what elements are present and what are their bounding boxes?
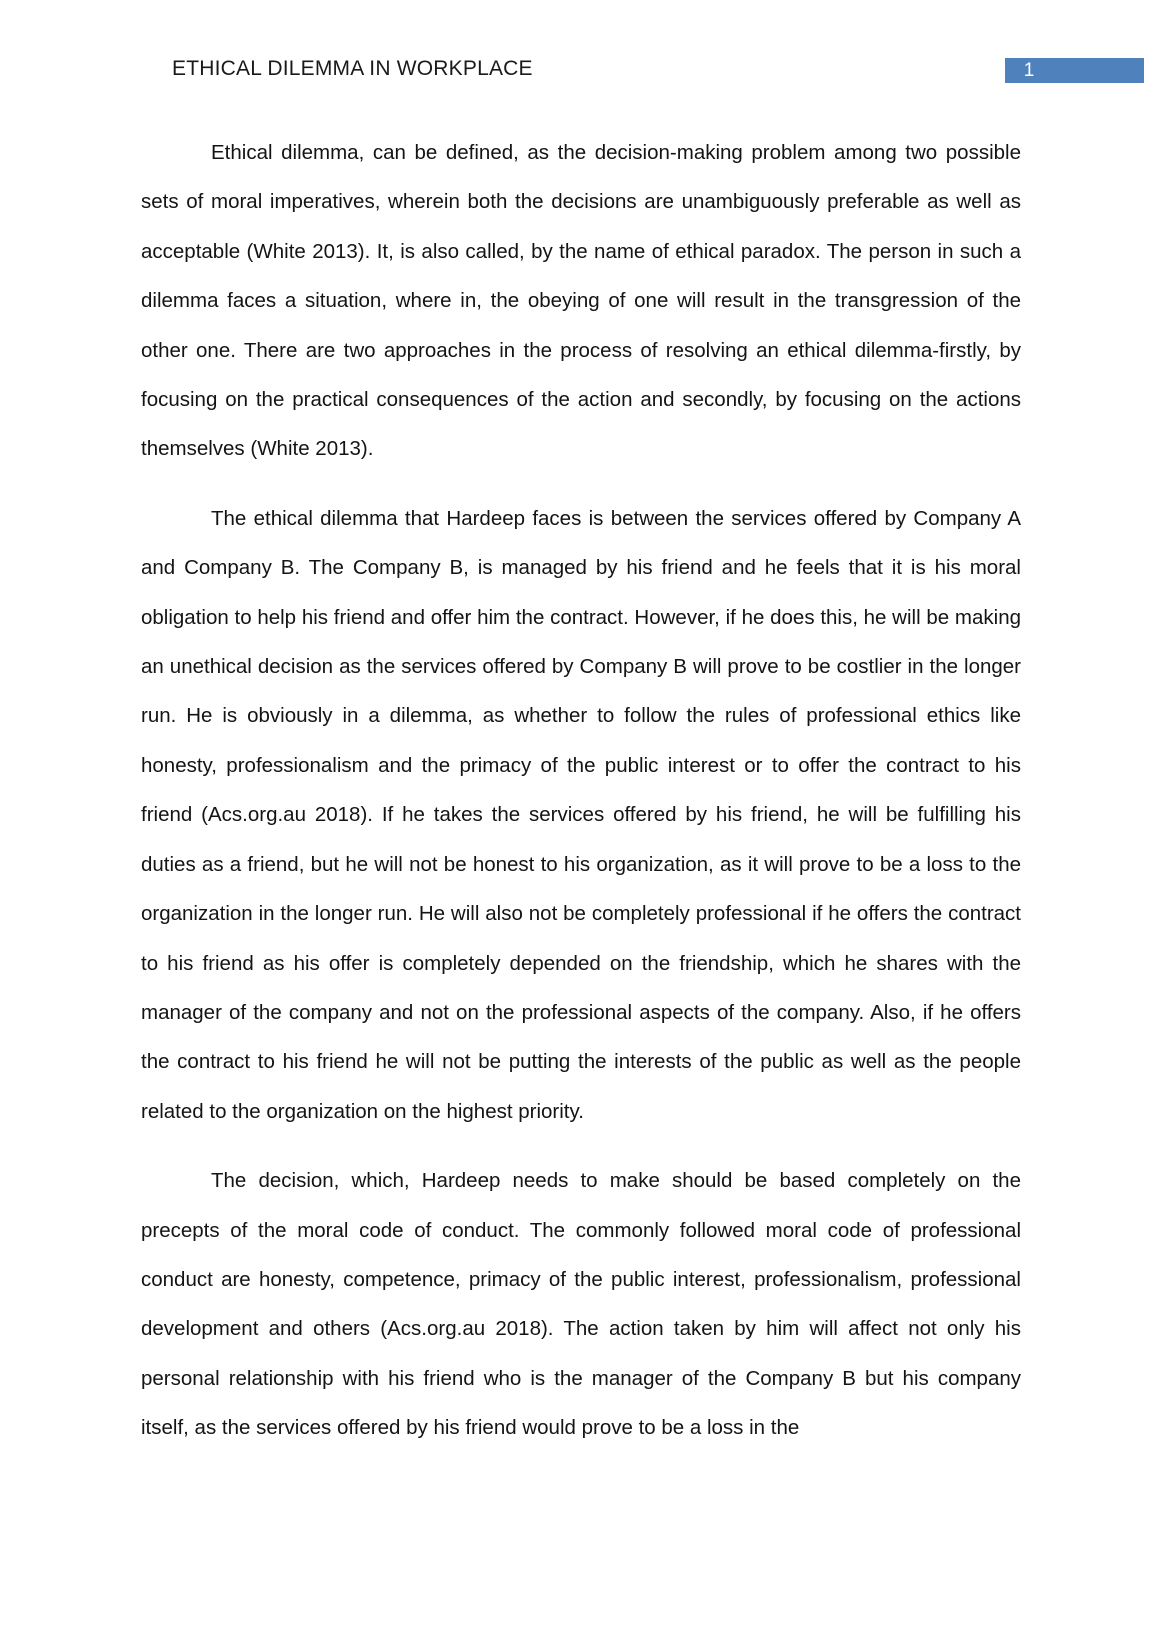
page-number-badge <box>1005 58 1144 83</box>
paragraph-definition: Ethical dilemma, can be defined, as the decision-making problem among two possible sets of moral imperatives, wherein both the decisions are unambiguously preferable as well as acceptable (White 2013). It, is also called, by the name of ethical paradox. The person in such a dilemma faces a situation, where in, the obeying of one will result in the transgression of the other one. There are two approaches in the process of resolving an ethical dilemma-firstly, by focusing on the practical consequences of the action and secondly, by focusing on the actions themselves (White 2013). <box>141 141 1021 461</box>
document-body <box>141 128 1021 1473</box>
paragraph-decision: The decision, which, Hardeep needs to make should be based completely on the precepts of the moral code of conduct. The commonly followed moral code of professional conduct are honesty, competence, primacy of the public interest, professionalism, professional development and others (Acs.org.au 2018). The action taken by him will affect not only his personal relationship with his friend who is the manager of the Company B but his company itself, as the services offered by his friend would prove to be a loss in the <box>141 1169 1021 1440</box>
page-number: 1 <box>1023 60 1035 81</box>
running-header-title: ETHICAL DILEMMA IN WORKPLACE <box>172 57 533 80</box>
paragraph-hardeep-dilemma: The ethical dilemma that Hardeep faces is between the services offered by Company A and Company B. The Company B, is managed by his friend and he feels that it is his moral obligation to help his friend and offer him the contract. However, if he does this, he will be making an unethical decision as the services offered by Company B will prove to be costlier in the longer run. He is obviously in a dilemma, as whether to follow the rules of professional ethics like honesty, professionalism and the primacy of the public interest or to offer the contract to his friend (Acs.org.au 2018). If he takes the services offered by his friend, he will be fulfilling his duties as a friend, but he will not be honest to his organization, as it will prove to be a loss to the organization in the longer run. He will also not be completely professional if he offers the contract to his friend as his offer is completely depended on the friendship, which he shares with the manager of the company and not on the professional aspects of the company. Also, if he offers the contract to his friend he will not be putting the interests of the public as well as the people related to the organization on the highest priority. <box>141 506 1021 1123</box>
